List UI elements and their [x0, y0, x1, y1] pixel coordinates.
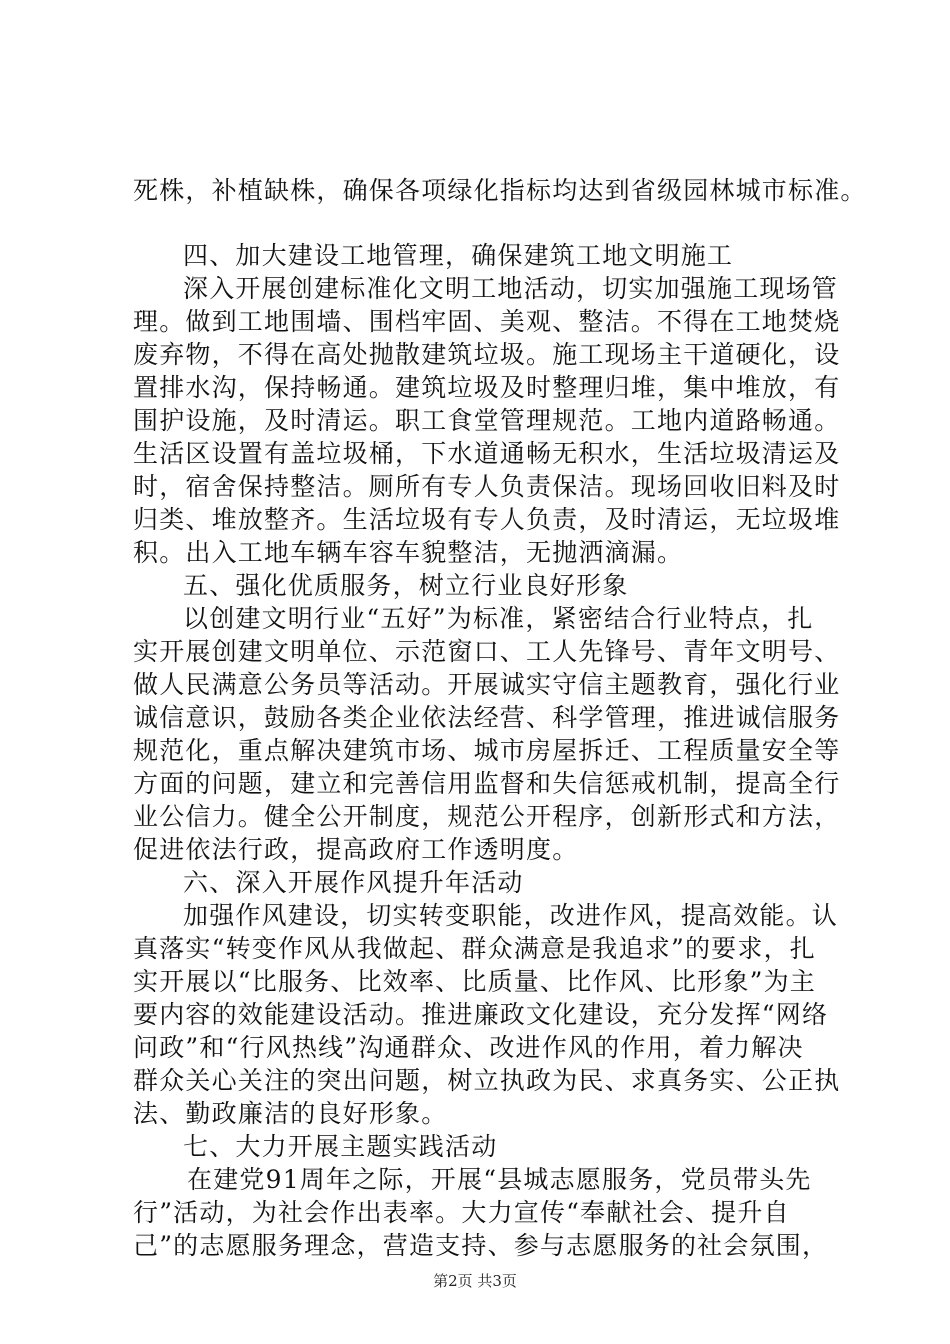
- paragraph-line: 归类、堆放整齐。生活垃圾有专人负责，及时清运，无垃圾堆: [133, 505, 841, 534]
- section-heading-6: 六、深入开展作风提升年活动: [183, 868, 524, 897]
- section-heading-7: 七、大力开展主题实践活动: [183, 1132, 498, 1161]
- page-number-footer: 第2页 共3页: [433, 1272, 517, 1290]
- paragraph-line: 做人民满意公务员等活动。开展诚实守信主题教育，强化行业: [133, 670, 841, 699]
- paragraph-line: 时，宿舍保持整洁。厕所有专人负责保洁。现场回收旧料及时: [133, 472, 841, 501]
- paragraph-line: 己”的志愿服务理念，营造支持、参与志愿服务的社会氛围，: [133, 1231, 829, 1260]
- section-heading-5: 五、强化优质服务，树立行业良好形象: [183, 571, 629, 600]
- paragraph-line: 真落实“转变作风从我做起、群众满意是我追求”的要求，扎: [133, 934, 816, 963]
- paragraph-line: 围护设施，及时清运。职工食堂管理规范。工地内道路畅通。: [133, 406, 841, 435]
- paragraph-gap: [133, 207, 843, 239]
- paragraph-line: 生活区设置有盖垃圾桶，下水道通畅无积水，生活垃圾清运及: [133, 439, 841, 468]
- paragraph-line: 死株，补植缺株，确保各项绿化指标均达到省级园林城市标准。: [133, 176, 867, 205]
- paragraph-line: 置排水沟，保持畅通。建筑垃圾及时整理归堆，集中堆放，有: [133, 373, 841, 402]
- paragraph-line: 积。出入工地车辆车容车貌整洁，无抛洒滴漏。: [133, 538, 684, 567]
- paragraph-line: 群众关心关注的突出问题，树立执政为民、求真务实、公正执: [133, 1066, 841, 1095]
- paragraph-line: 在建党91周年之际，开展“县城志愿服务，党员带头先: [187, 1165, 812, 1194]
- paragraph-line: 法、勤政廉洁的良好形象。: [133, 1099, 448, 1128]
- paragraph-line: 行”活动，为社会作出表率。大力宣传“奉献社会、提升自: [133, 1198, 790, 1227]
- paragraph-line: 方面的问题，建立和完善信用监督和失信惩戒机制，提高全行: [133, 769, 841, 798]
- paragraph-line: 业公信力。健全公开制度，规范公开程序，创新形式和方法，: [133, 802, 841, 831]
- document-body: [133, 174, 867, 1262]
- paragraph-line: 加强作风建设，切实转变职能，改进作风，提高效能。认: [183, 901, 839, 930]
- paragraph-line: 深入开展创建标准化文明工地活动，切实加强施工现场管: [183, 274, 839, 303]
- section-heading-4: 四、加大建设工地管理，确保建筑工地文明施工: [183, 241, 734, 270]
- paragraph-line: 实开展以“比服务、比效率、比质量、比作风、比形象”为主: [133, 967, 816, 996]
- paragraph-line: 实开展创建文明单位、示范窗口、工人先锋号、青年文明号、: [133, 637, 841, 666]
- paragraph-line: 促进依法行政，提高政府工作透明度。: [133, 835, 579, 864]
- paragraph-line: 诚信意识，鼓励各类企业依法经营、科学管理，推进诚信服务: [133, 703, 841, 732]
- paragraph-line: 规范化，重点解决建筑市场、城市房屋拆迁、工程质量安全等: [133, 736, 841, 765]
- paragraph-line: 以创建文明行业“五好”为标准，紧密结合行业特点，扎: [183, 604, 814, 633]
- paragraph-line: 问政”和“行风热线”沟通群众、改进作风的作用，着力解决: [133, 1033, 804, 1062]
- paragraph-line: 要内容的效能建设活动。推进廉政文化建设，充分发挥“网络: [133, 1000, 829, 1029]
- paragraph-line: 废弃物，不得在高处抛散建筑垃圾。施工现场主干道硬化，设: [133, 340, 841, 369]
- paragraph-line: 理。做到工地围墙、围档牢固、美观、整洁。不得在工地焚烧: [133, 307, 841, 336]
